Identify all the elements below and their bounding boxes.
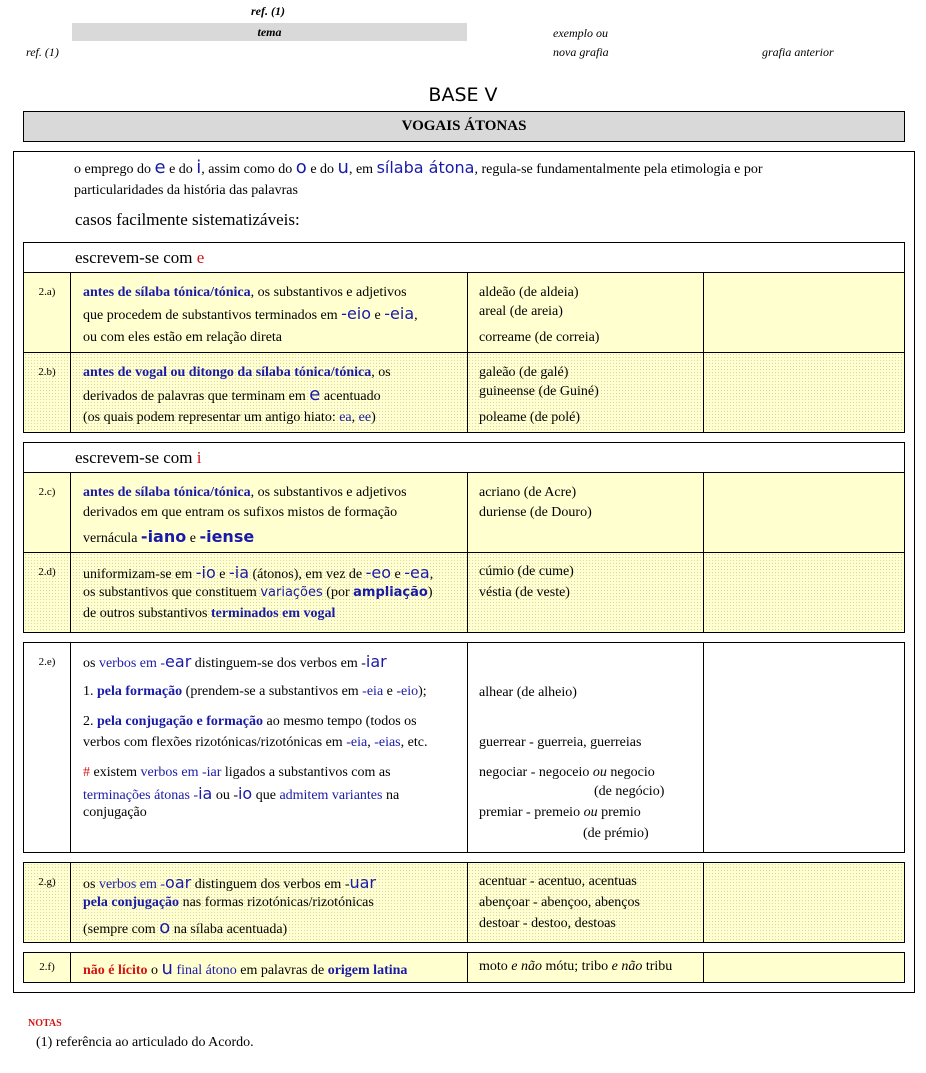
casos-heading: casos facilmente sistematizáveis: [75,210,300,229]
row-description: antes de vogal ou ditongo da sílaba tónica/tónica, os derivados de palavras que terminam em e acentuado (os quais podem representar um antigo hiato: ea, ee) [72,353,468,432]
row-examples: cúmio (de cume) véstia (de veste) [468,553,704,632]
table-row-2a [23,272,905,353]
row-ref: 2.f) [24,953,71,982]
ref-left-label: ref. (1) [26,45,59,59]
row-examples: acentuar - acentuo, acentuas abençoar - abençoo, abenços destoar - destoo, destoas [468,863,704,942]
row-description: não é lícito o u final átono em palavras de origem latina [72,953,468,982]
section-header-e: escrevem-se com e [23,242,905,273]
row-description: os verbos em -ear distinguem-se dos verbos em -iar 1. pela formação (prendem-se a substantivos em -eia e -eio); 2. pela conjugação e formação ao mesmo tempo (todos os verbos com flexões rizotónicas/rizotónicas em -eia, -eias, etc. # existem verbos em -iar ligados a substantivos com as terminações átonas -ia ou -io que admitem variantes na conjugação [72,643,468,852]
table-row-2g [23,862,905,943]
intro-paragraph: o emprego do e e do i, assim como do o e do u, em sílaba átona, regula-se fundamentalmente pela etimologia e por particularidades da história das palavras [74,157,763,198]
tema-bar: tema [72,23,467,41]
row-examples: galeão (de galé) guineense (de Guiné) poleame (de polé) [468,353,704,432]
row-ref: 2.b) [24,353,71,432]
table-row-2e [23,642,905,853]
row-examples: acriano (de Acre) duriense (de Douro) [468,473,704,552]
nota-1: (1) referência ao articulado do Acordo. [36,1035,254,1050]
row-ref: 2.c) [24,473,71,552]
row-ref: 2.g) [24,863,71,942]
row-examples: aldeão (de aldeia) areal (de areia) correame (de correia) [468,273,704,352]
row-examples: moto e não mótu; tribo e não tribu [468,953,704,982]
ref-top-label: ref. (1) [251,4,285,18]
section-title: VOGAIS ÁTONAS [23,111,905,142]
row-description: antes de sílaba tónica/tónica, os substantivos e adjetivos derivados em que entram os sufixos mistos de formação vernácula -iano e -iense [72,473,468,552]
table-row-2d [23,552,905,633]
exemplo-label: exemplo ou [553,26,608,40]
section-header-i: escrevem-se com i [23,442,905,473]
row-ref: 2.d) [24,553,71,632]
row-examples: alhear (de alheio) guerrear - guerreia, guerreias negociar - negoceio ou negocio (de negócio) premiar - premeio ou premio (de prémio) [468,643,704,852]
notas-label: NOTAS [28,1018,62,1029]
row-description: antes de sílaba tónica/tónica, os substantivos e adjetivos que procedem de substantivos terminados em -eio e -eia, ou com eles estão em relação direta [72,273,468,352]
table-row-2f [23,952,905,983]
row-description: os verbos em -oar distinguem dos verbos em -uar pela conjugação nas formas rizotónicas/rizotónicas (sempre com o na sílaba acentuada) [72,863,468,942]
grafia-anterior-label: grafia anterior [762,45,834,59]
nova-grafia-label: nova grafia [553,45,609,59]
page-title: BASE V [428,84,498,106]
table-row-2c [23,472,905,553]
row-ref: 2.a) [24,273,71,352]
table-row-2b [23,352,905,433]
row-description: uniformizam-se em -io e -ia (átonos), em vez de -eo e -ea, os substantivos que constituem variações (por ampliação) de outros substantivos terminados em vogal [72,553,468,632]
row-ref: 2.e) [24,643,71,852]
